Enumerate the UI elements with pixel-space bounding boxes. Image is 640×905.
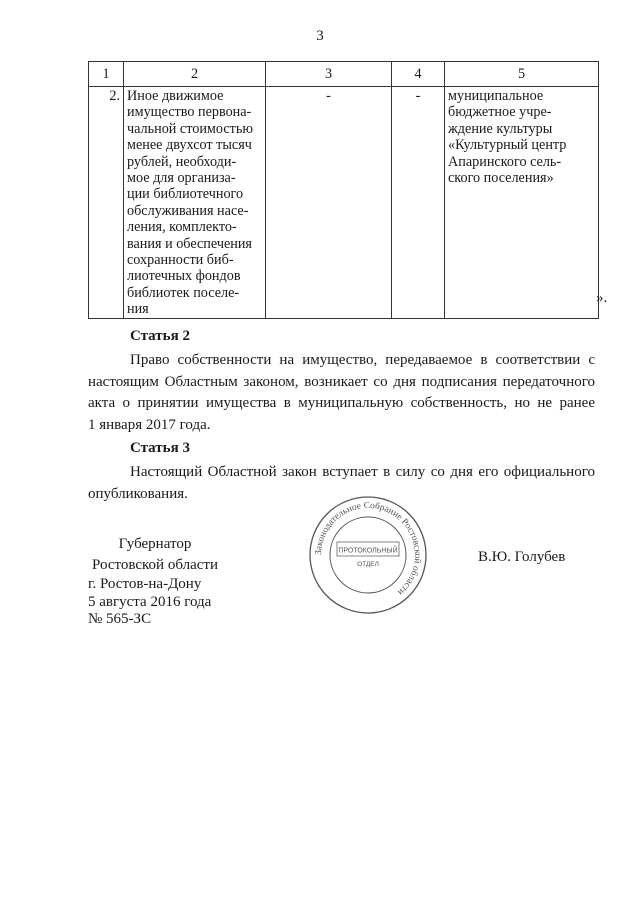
signatory-title-line: Ростовской области	[92, 557, 218, 573]
signatory-title-line: Губернатор	[118, 536, 192, 552]
seal-center-line: ОТДЕЛ	[357, 561, 379, 568]
recipient-line: ждение культуры	[448, 120, 553, 137]
property-name-line: библиотек поселе-	[127, 284, 240, 301]
property-name-line: обслуживания насе-	[127, 202, 249, 219]
article-2-text	[88, 350, 595, 437]
recipient-line: ского поселения»	[448, 170, 554, 187]
page-number: 3	[316, 28, 324, 44]
row-number: 2.	[89, 87, 124, 319]
property-name-line: имущество первона-	[127, 104, 252, 121]
city: г. Ростов-на-Дону	[88, 576, 202, 592]
property-name-line: менее двухсот тысяч	[127, 137, 252, 154]
document-meta	[88, 576, 211, 629]
paragraph-line: акта о принятии имущества в муниципальную собственность, но не ранее	[88, 395, 595, 412]
header-cell-3: 3	[266, 62, 392, 87]
property-name-line: ния	[127, 301, 149, 318]
recipient-line: бюджетное учре-	[448, 104, 552, 121]
seal-center-line: ПРОТОКОЛЬНЫЙ	[338, 547, 398, 555]
article-3-title: Статья 3	[130, 440, 190, 456]
property-name-line: рублей, необходи-	[127, 153, 237, 170]
recipient-line: муниципальное	[448, 88, 544, 104]
header-cell-2: 2	[124, 62, 266, 87]
property-name-line: лиотечных фондов	[127, 268, 241, 285]
recipient-line: Апаринского сель-	[448, 153, 562, 170]
paragraph-line: настоящим Областным законом, возникает со дня подписания передаточного	[88, 373, 595, 390]
header-cell-1: 1	[89, 62, 124, 87]
recipient-line: «Культурный центр	[448, 137, 567, 154]
official-seal	[307, 494, 429, 616]
property-name-line: ции библиотечного	[127, 186, 244, 203]
signatory-name: В.Ю. Голубев	[478, 549, 566, 565]
property-name-line: вания и обеспечения	[127, 235, 252, 252]
seal-ring-text: Законодательное Собрание Ростовской области	[313, 500, 423, 597]
seal-inner-ring	[330, 517, 406, 593]
signatory-title	[88, 534, 222, 576]
paragraph-line: Право собственности на имущество, передаваемое в соответствии с	[130, 352, 595, 368]
table-header-row	[89, 62, 599, 87]
paragraph-line: 1 января 2017 года.	[88, 417, 211, 434]
property-name-line: сохранности биб-	[127, 252, 234, 269]
law-number: № 565-ЗС	[88, 611, 152, 627]
closing-quote: ».	[596, 290, 608, 306]
article-2-title: Статья 2	[130, 328, 190, 344]
column-4-value: -	[392, 87, 445, 319]
property-name-line: Иное движимое	[127, 88, 224, 104]
property-name-line: мое для организа-	[127, 170, 236, 187]
property-name-line: ления, комплекто-	[127, 219, 237, 236]
seal-outer-ring	[310, 497, 426, 613]
paragraph-line: Настоящий Областной закон вступает в силу со дня его официального	[130, 464, 595, 480]
property-table	[88, 61, 599, 319]
date: 5 августа 2016 года	[88, 593, 212, 610]
property-name	[124, 87, 266, 319]
recipient	[445, 87, 599, 319]
table-row	[89, 87, 599, 319]
header-cell-5: 5	[445, 62, 599, 87]
paragraph-line: опубликования.	[88, 485, 188, 502]
column-3-value: -	[266, 87, 392, 319]
header-cell-4: 4	[392, 62, 445, 87]
property-name-line: чальной стоимостью	[127, 120, 253, 137]
